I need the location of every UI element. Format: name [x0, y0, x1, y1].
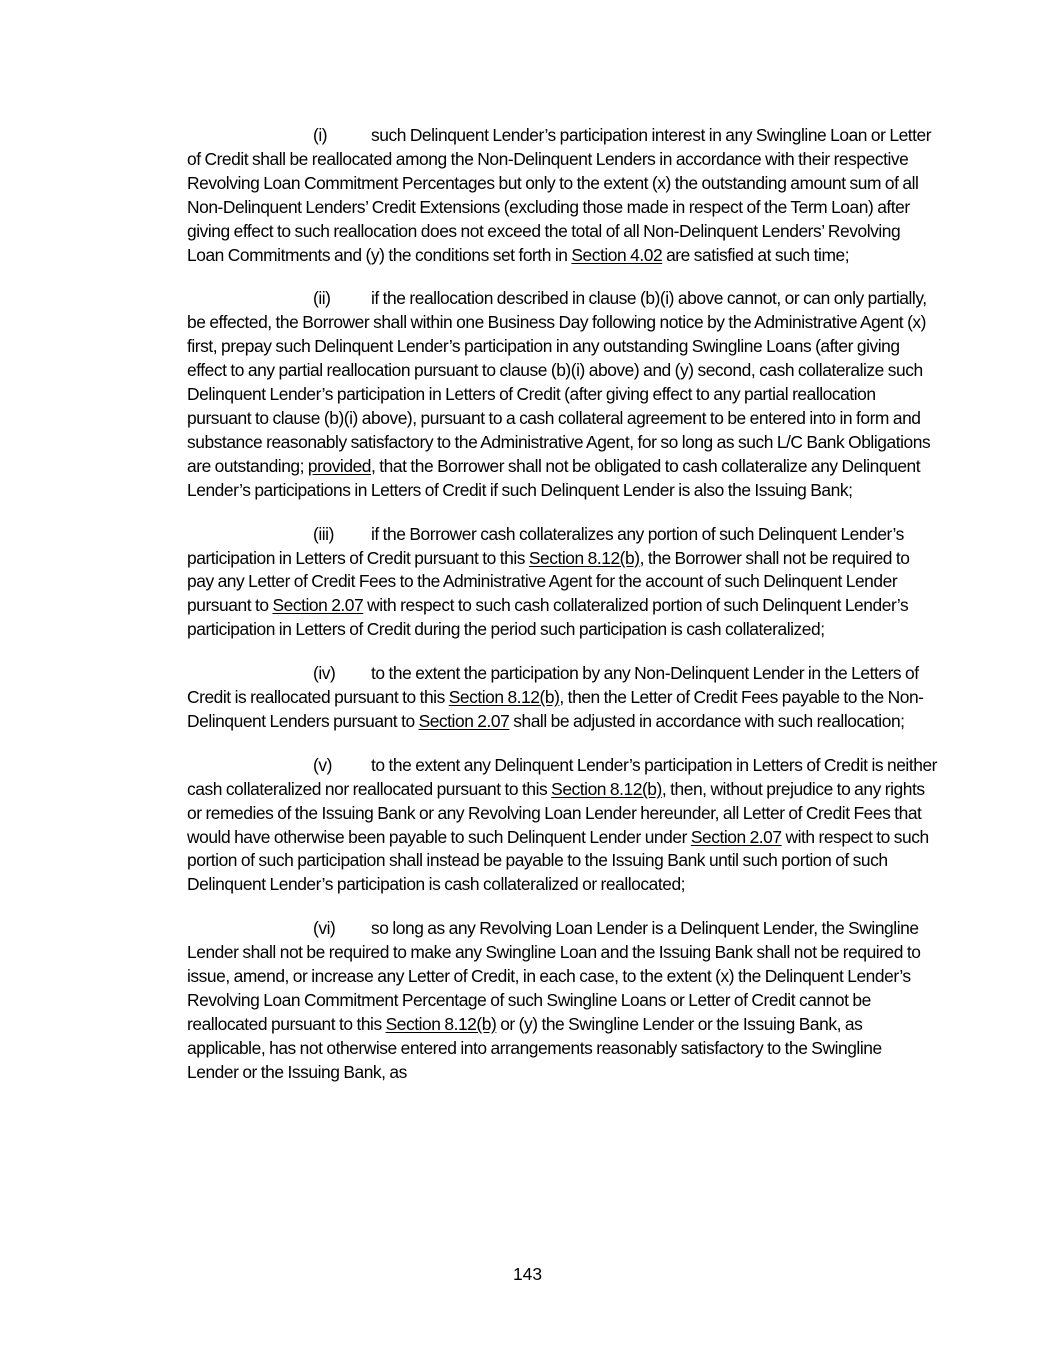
cross-reference: Section 2.07	[418, 710, 510, 731]
clause-text: , then the Letter of Credit Fees payable to the Non-Delinquent Lenders pursuant to	[187, 687, 924, 731]
clause-text: with respect to such cash collateralized portion of such Delinquent Lender’s participation in Letters of Credit during the period such participation is cash collateralized;	[187, 595, 909, 640]
clause-text: , the Borrower shall not be required to pay any Letter of Credit Fees to the Administrative Agent for the account of such Delinquent Lender pursuant to	[187, 547, 910, 616]
cross-reference: Section 2.07	[272, 595, 364, 616]
clause-text: , then, without prejudice to any rights or remedies of the Issuing Bank or any Revolving Loan Lender hereunder, all Letter of Credit Fees that would have otherwise been payable to such Delinquent Lender under	[187, 778, 925, 847]
cross-reference: Section 8.12(b)	[528, 547, 640, 568]
cross-reference: provided	[307, 455, 372, 476]
clause-number: (v)	[313, 754, 332, 775]
clause-paragraph	[187, 287, 937, 502]
clause-text: are satisfied at such time;	[662, 244, 850, 265]
clause-number: (vi)	[313, 918, 336, 939]
page-number: 143	[512, 1264, 542, 1284]
clause-paragraph	[187, 917, 937, 1084]
clause-number: (i)	[313, 125, 328, 145]
clause-text: so long as any Revolving Loan Lender is a Delinquent Lender, the Swingline Lender shall not be required to make any Swingline Loan and the Issuing Bank shall not be required to issue, amend, or increase any Letter of Credit, in each case, to the extent (x) the Delinquent Lender’s Revolving Loan Commitment Percentage of such Swingline Loans or Letter of Credit cannot be reallocated pursuant to this	[187, 918, 921, 1034]
clause-paragraph	[187, 662, 937, 734]
clause-text: if the Borrower cash collateralizes any portion of such Delinquent Lender’s participation in Letters of Credit pursuant to this	[187, 523, 904, 568]
clause-text: to the extent any Delinquent Lender’s participation in Letters of Credit is neither cash collateralized nor reallocated pursuant to this	[187, 754, 938, 799]
clause-text: shall be adjusted in accordance with such reallocation;	[509, 710, 905, 731]
clause-number: (iv)	[313, 663, 336, 684]
cross-reference: Section 8.12(b)	[551, 778, 662, 799]
clause-number: (ii)	[313, 288, 331, 309]
clause-text: if the reallocation described in clause (b)(i) above cannot, or can only partially, be effected, the Borrower shall within one Business Day following notice by the Administrative Agent (x) first, prepay such Delinquent Lender’s participation in any outstanding Swingline Loans (after giving effect to any partial reallocation pursuant to clause (b)(i) above) and (y) second, cash collateralize such Delinquent Lender’s participation in Letters of Credit (after giving effect to any partial reallocation pursuant to clause (b)(i) above), pursuant to a cash collateral agreement to be entered into in form and substance reasonably satisfactory to the Administrative Agent, for so long as such L/C Bank Obligations are outstanding;	[187, 288, 931, 476]
clause-text: to the extent the participation by any Non-Delinquent Lender in the Letters of Credit is reallocated pursuant to this	[187, 663, 919, 708]
cross-reference: Section 4.02	[571, 244, 663, 265]
clause-text: with respect to such portion of such participation shall instead be payable to the Issuing Bank until such portion of such Delinquent Lender’s participation is cash collateralized or reallocated;	[187, 826, 929, 895]
cross-reference: Section 8.12(b)	[448, 687, 560, 708]
clause-paragraph	[187, 754, 937, 897]
clause-paragraph	[187, 523, 937, 643]
clause-text: such Delinquent Lender’s participation interest in any Swingline Loan or Letter of Credit shall be reallocated among the Non-Delinquent Lenders in accordance with their respective Revolving Loan Commitment Percentages but only to the extent (x) the outstanding amount sum of all Non-Delinquent Lenders’ Credit Extensions (excluding those made in respect of the Term Loan) after giving effect to such reallocation does not exceed the total of all Non-Delinquent Lenders’ Revolving Loan Commitments and (y) the conditions set forth in	[187, 125, 932, 265]
cross-reference: Section 2.07	[690, 826, 782, 847]
cross-reference: Section 8.12(b)	[385, 1013, 497, 1034]
clause-paragraph	[187, 124, 937, 267]
document-body	[187, 124, 937, 1105]
clause-text: , that the Borrower shall not be obligated to cash collateralize any Delinquent Lender’s participations in Letters of Credit if such Delinquent Lender is also the Issuing Bank;	[187, 455, 921, 500]
clause-text: or (y) the Swingline Lender or the Issuing Bank, as applicable, has not otherwise entered into arrangements reasonably satisfactory to the Swingline Lender or the Issuing Bank, as	[187, 1013, 882, 1082]
clause-number: (iii)	[313, 523, 334, 544]
